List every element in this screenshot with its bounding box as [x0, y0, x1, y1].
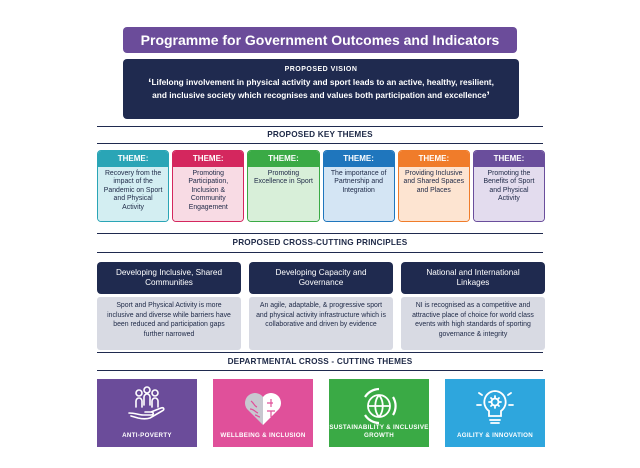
theme-head: THEME:	[474, 151, 544, 167]
hand-people-icon	[125, 385, 169, 425]
theme-head: THEME:	[324, 151, 394, 167]
theme-head: THEME:	[173, 151, 243, 167]
cross-cutting-principles	[97, 262, 545, 350]
divider	[97, 352, 543, 353]
close-quote: ’	[486, 89, 490, 103]
principle-card	[401, 262, 545, 350]
principle-card	[249, 262, 393, 350]
principle-head: Developing Capacity and Governance	[249, 262, 393, 294]
tile-label: ANTI-POVERTY	[122, 431, 172, 439]
lightbulb-gear-icon	[475, 385, 515, 429]
sustainability-tile	[329, 379, 429, 447]
anti-poverty-tile	[97, 379, 197, 447]
theme-text: Providing Inclusive and Shared Spaces and Places	[399, 167, 469, 221]
vision-box	[123, 59, 519, 119]
theme-card	[97, 150, 169, 222]
theme-text: Promoting Participation, Inclusion & Community Engagement	[173, 167, 243, 221]
divider	[97, 143, 543, 144]
key-themes	[97, 150, 545, 222]
principle-card	[97, 262, 241, 350]
divider-top	[97, 126, 543, 127]
heart-brain-icon	[241, 385, 285, 429]
theme-card	[323, 150, 395, 222]
principles-heading: PROPOSED CROSS-CUTTING PRINCIPLES	[232, 238, 408, 247]
vision-label: PROPOSED VISION	[284, 66, 358, 73]
divider	[97, 252, 543, 253]
departmental-heading: DEPARTMENTAL CROSS - CUTTING THEMES	[227, 357, 413, 366]
theme-head: THEME:	[399, 151, 469, 167]
theme-head: THEME:	[98, 151, 168, 167]
wellbeing-tile	[213, 379, 313, 447]
divider	[97, 233, 543, 234]
tile-label: AGILITY & INNOVATION	[456, 431, 534, 439]
agility-tile	[445, 379, 545, 447]
principle-text: NI is recognised as a competitive and attractive place of choice for world class events with high standards of sporting governance & integrity	[401, 297, 545, 350]
principle-head: National and International Linkages	[401, 262, 545, 294]
theme-card	[247, 150, 319, 222]
departmental-themes	[97, 379, 545, 447]
theme-text: Recovery from the impact of the Pandemic on Sport and Physical Activity	[98, 167, 168, 221]
principle-text: Sport and Physical Activity is more inclusive and diverse while barriers have been reduced and participation gaps further narrowed	[97, 297, 241, 350]
vision-text	[123, 76, 519, 102]
principle-head: Developing Inclusive, Shared Communities	[97, 262, 241, 294]
divider	[97, 370, 543, 371]
theme-card	[398, 150, 470, 222]
tile-label: SUSTAINABILITY & INCLUSIVE GROWTH	[329, 424, 429, 439]
theme-text: Promoting Excellence in Sport	[248, 167, 318, 221]
key-themes-heading: PROPOSED KEY THEMES	[267, 130, 373, 139]
globe-cycle-icon	[357, 385, 401, 429]
open-quote: ‘	[148, 76, 152, 90]
theme-card	[473, 150, 545, 222]
page-title: Programme for Government Outcomes and Indicators	[123, 27, 517, 53]
tile-label: WELLBEING & INCLUSION	[220, 431, 306, 439]
vision-line-2: and inclusive society which recognises and values both participation and excellence	[152, 90, 487, 100]
theme-head: THEME:	[248, 151, 318, 167]
theme-text: The importance of Partnership and Integration	[324, 167, 394, 221]
theme-card	[172, 150, 244, 222]
vision-line-1: Lifelong involvement in physical activity and sport leads to an active, healthy, resilient,	[151, 77, 494, 87]
principle-text: An agile, adaptable, & progressive sport and physical activity infrastructure which is collaborative and driven by evidence	[249, 297, 393, 350]
theme-text: Promoting the Benefits of Sport and Physical Activity	[474, 167, 544, 221]
